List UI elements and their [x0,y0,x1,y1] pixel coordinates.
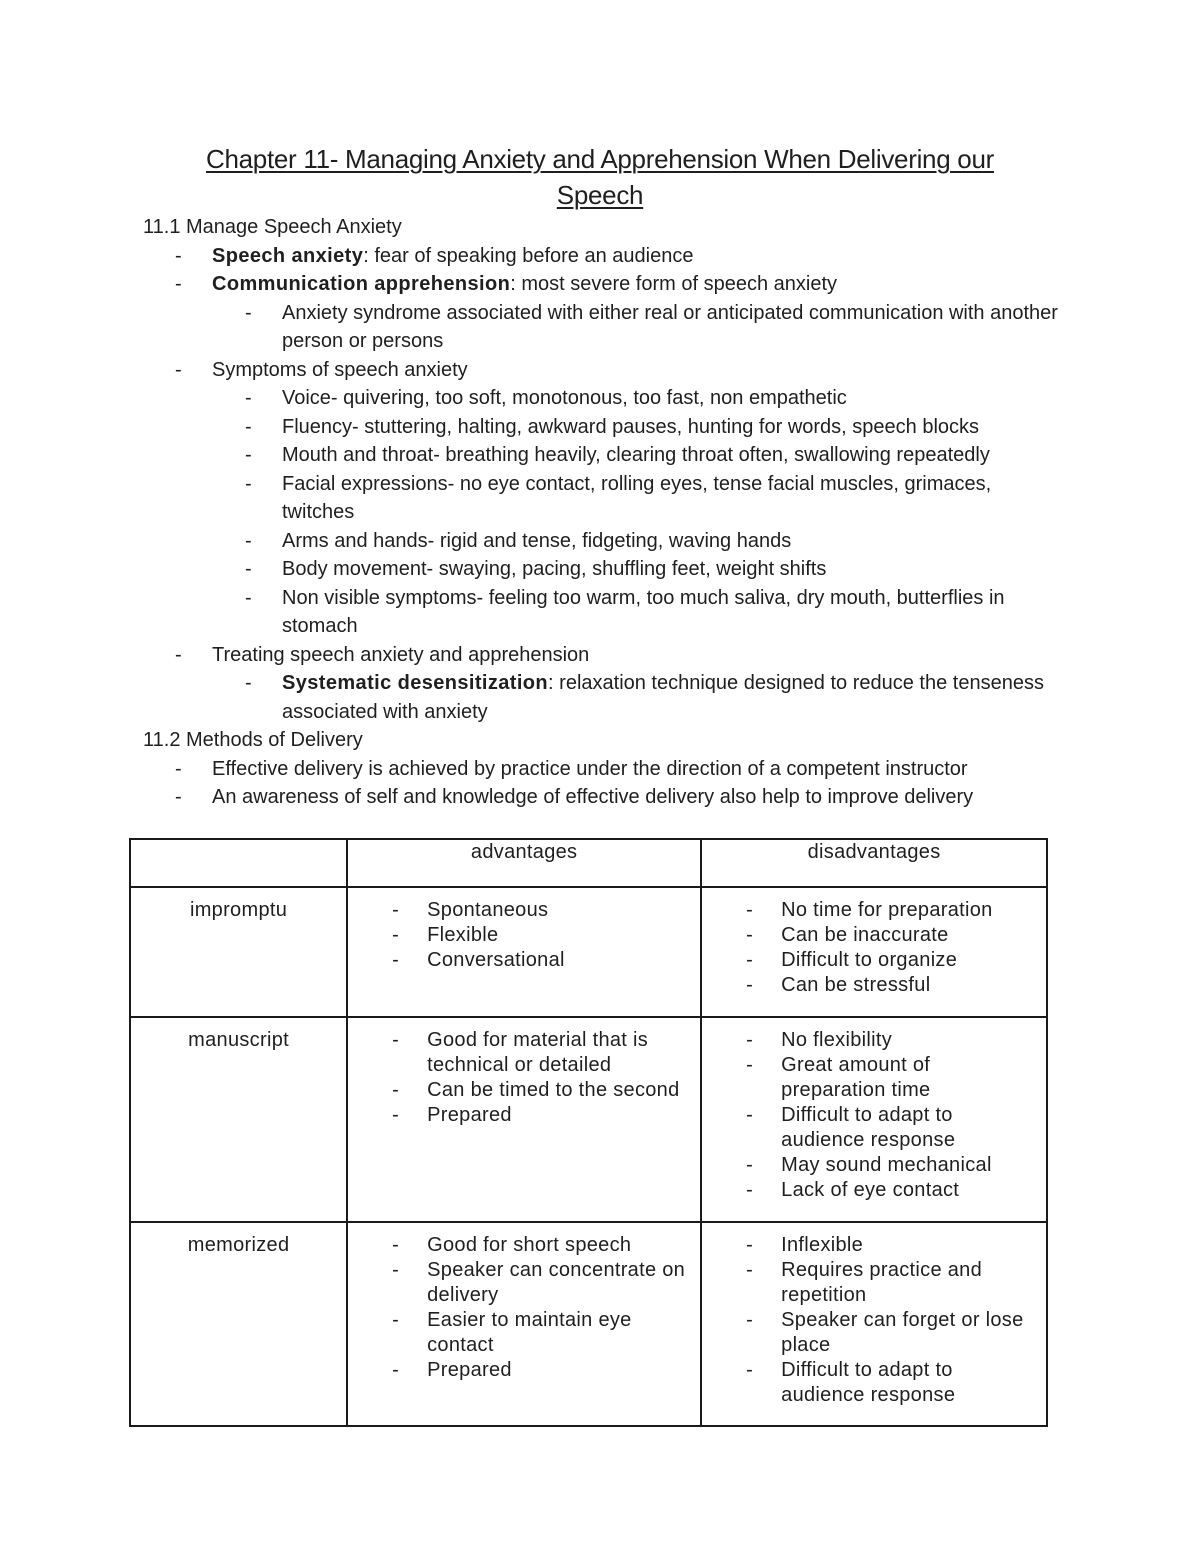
list-item-text: Requires practice and repetition [781,1259,982,1306]
list-item [212,299,1063,356]
list-item-text: Conversational [427,949,565,971]
list-item [702,1233,1038,1258]
row-name-manuscript: manuscript [130,1017,347,1222]
list-item-text: Flexible [427,924,499,946]
list-item-text: Arms and hands- rigid and tense, fidgeting, waving hands [282,529,792,552]
section-heading-11-1: 11.1 Manage Speech Anxiety [143,216,402,238]
list-item [348,1028,692,1078]
definition-text: : fear of speaking before an audience [363,244,694,267]
disadvantages-cell [701,887,1047,1017]
definition-text: : relaxation technique designed to reduce the tenseness associated with anxiety [282,672,1044,723]
notes-body [143,213,1063,812]
list-item-text: No time for preparation [781,899,993,921]
list-item-text: Mouth and throat- breathing heavily, clearing throat often, swallowing repeatedly [282,444,990,466]
list-item [702,923,1038,948]
list-item-text: Difficult to adapt to audience response [781,1359,956,1406]
list-item-text: Prepared [427,1359,512,1381]
cell-list [348,1223,700,1395]
definition-text: : most severe form of speech anxiety [510,273,838,295]
table-row [130,887,1047,1017]
list-item-text: Spontaneous [427,899,549,921]
list-item [212,669,1063,726]
list-item [143,755,1063,784]
dash-bullet: - [392,1234,400,1256]
cell-list [348,888,700,985]
list-item-text: Prepared [427,1104,512,1126]
term-systematic-desensitization: Systematic desensitization [282,672,549,694]
list-item [348,1358,692,1383]
treating-heading: Treating speech anxiety and apprehension [212,643,590,666]
section-heading-11-2: 11.2 Methods of Delivery [143,729,363,751]
dash-bullet: - [245,672,252,694]
dash-bullet: - [392,1359,400,1381]
list-item [702,1028,1038,1053]
symptoms-list [143,384,1063,641]
row-name-memorized: memorized [130,1222,347,1426]
list-item [212,470,1063,527]
dash-bullet: - [746,1309,754,1331]
dash-bullet: - [392,924,400,946]
page-title [140,141,1060,213]
list-item [212,413,1063,442]
list-item-text: Good for material that is technical or detailed [427,1029,649,1076]
row-name-impromptu: impromptu [130,887,347,1017]
dash-bullet: - [746,1259,754,1281]
section-11-1-list [143,242,1063,727]
list-item-text: Lack of eye contact [781,1179,960,1201]
list-item-text: Great amount of preparation time [781,1054,931,1101]
term-communication-apprehension: Communication apprehension [212,273,511,295]
dash-bullet: - [746,1179,754,1201]
dash-bullet: - [746,1154,754,1176]
dash-bullet: - [746,899,754,921]
dash-bullet: - [392,1029,400,1051]
header-cell-empty [130,839,347,887]
list-item-text: Inflexible [781,1234,864,1256]
list-item [143,356,1063,641]
list-item-text: Can be inaccurate [781,924,949,946]
dash-bullet: - [746,1104,754,1126]
list-item-text: Difficult to organize [781,949,958,971]
section-11-2-list [143,755,1063,812]
list-item [348,1258,692,1308]
list-item-text: Can be stressful [781,974,931,996]
cell-list [702,888,1046,1010]
list-item [702,898,1038,923]
dash-bullet: - [245,472,252,495]
dash-bullet: - [245,586,252,609]
list-item-text: Facial expressions- no eye contact, rolling eyes, tense facial muscles, grimaces, twitches [282,472,992,523]
list-item [348,1233,692,1258]
list-item [702,1178,1038,1203]
list-item [702,948,1038,973]
symptoms-heading: Symptoms of speech anxiety [212,358,468,381]
list-item [348,1078,692,1103]
list-item [702,1308,1038,1358]
list-item [702,1358,1038,1408]
list-item [212,441,1063,470]
list-item-text: Voice- quivering, too soft, monotonous, too fast, non empathetic [282,387,847,409]
list-item [212,555,1063,584]
dash-bullet: - [245,529,252,552]
dash-bullet: - [746,1029,754,1051]
dash-bullet: - [245,387,252,409]
dash-bullet: - [392,1259,400,1281]
list-item-text: Fluency- stuttering, halting, awkward pauses, hunting for words, speech blocks [282,415,980,438]
sub-list [143,299,1063,356]
list-item-text: Effective delivery is achieved by practice under the direction of a competent instructor [212,757,968,780]
title-line-1: Chapter 11- Managing Anxiety and Apprehension When Delivering our [206,144,994,174]
list-item [212,584,1063,641]
list-item [348,1308,692,1358]
list-item [702,973,1038,998]
advantages-cell [347,1017,701,1222]
dash-bullet: - [392,1309,400,1331]
dash-bullet: - [392,899,400,921]
table-header-row [130,839,1047,887]
table-row [130,1017,1047,1222]
list-item-text: Good for short speech [427,1234,632,1256]
term-speech-anxiety: Speech anxiety [212,244,364,267]
disadvantages-cell [701,1222,1047,1426]
cell-list [702,1018,1046,1215]
list-item [348,898,692,923]
list-item-text: Body movement- swaying, pacing, shuffling feet, weight shifts [282,558,827,580]
list-item [702,1258,1038,1308]
cell-list [702,1223,1046,1420]
dash-bullet: - [746,924,754,946]
list-item [143,641,1063,727]
dash-bullet: - [175,643,182,666]
disadvantages-cell [701,1017,1047,1222]
list-item-text: An awareness of self and knowledge of effective delivery also help to improve delivery [212,786,974,808]
list-item-text: Speaker can forget or lose place [781,1309,1024,1356]
title-line-2: Speech [556,180,644,210]
dash-bullet: - [746,1234,754,1256]
list-item-text: Difficult to adapt to audience response [781,1104,956,1151]
dash-bullet: - [175,273,182,295]
advantages-cell [347,1222,701,1426]
dash-bullet: - [245,558,252,580]
list-item [212,384,1063,413]
treating-list [143,669,1063,726]
list-item-text: May sound mechanical [781,1154,992,1176]
dash-bullet: - [392,1104,400,1126]
advantages-cell [347,887,701,1017]
dash-bullet: - [746,1054,754,1076]
cell-list [348,1018,700,1140]
list-item-text: Anxiety syndrome associated with either real or anticipated communication with another person or persons [282,301,1058,352]
list-item [143,270,1063,356]
list-item-text: Easier to maintain eye contact [427,1309,632,1356]
delivery-methods-table [129,838,1048,1427]
header-cell-advantages: advantages [347,839,701,887]
list-item [702,1053,1038,1103]
list-item [143,242,1063,271]
dash-bullet: - [245,415,252,438]
list-item-text: Speaker can concentrate on delivery [427,1259,686,1306]
list-item [212,527,1063,556]
list-item [143,783,1063,812]
table-row [130,1222,1047,1426]
list-item-text: Non visible symptoms- feeling too warm, too much saliva, dry mouth, butterflies in stomach [282,586,1005,637]
list-item [348,923,692,948]
dash-bullet: - [392,1079,400,1101]
dash-bullet: - [175,786,182,808]
dash-bullet: - [746,949,754,971]
dash-bullet: - [746,974,754,996]
dash-bullet: - [245,444,252,466]
dash-bullet: - [175,358,182,381]
list-item [702,1103,1038,1153]
list-item-text: Can be timed to the second [427,1079,680,1101]
list-item [702,1153,1038,1178]
dash-bullet: - [392,949,400,971]
list-item-text: No flexibility [781,1029,893,1051]
list-item [348,948,692,973]
dash-bullet: - [746,1359,754,1381]
list-item [348,1103,692,1128]
dash-bullet: - [175,244,182,267]
dash-bullet: - [245,301,252,324]
dash-bullet: - [175,757,182,780]
header-cell-disadvantages: disadvantages [701,839,1047,887]
